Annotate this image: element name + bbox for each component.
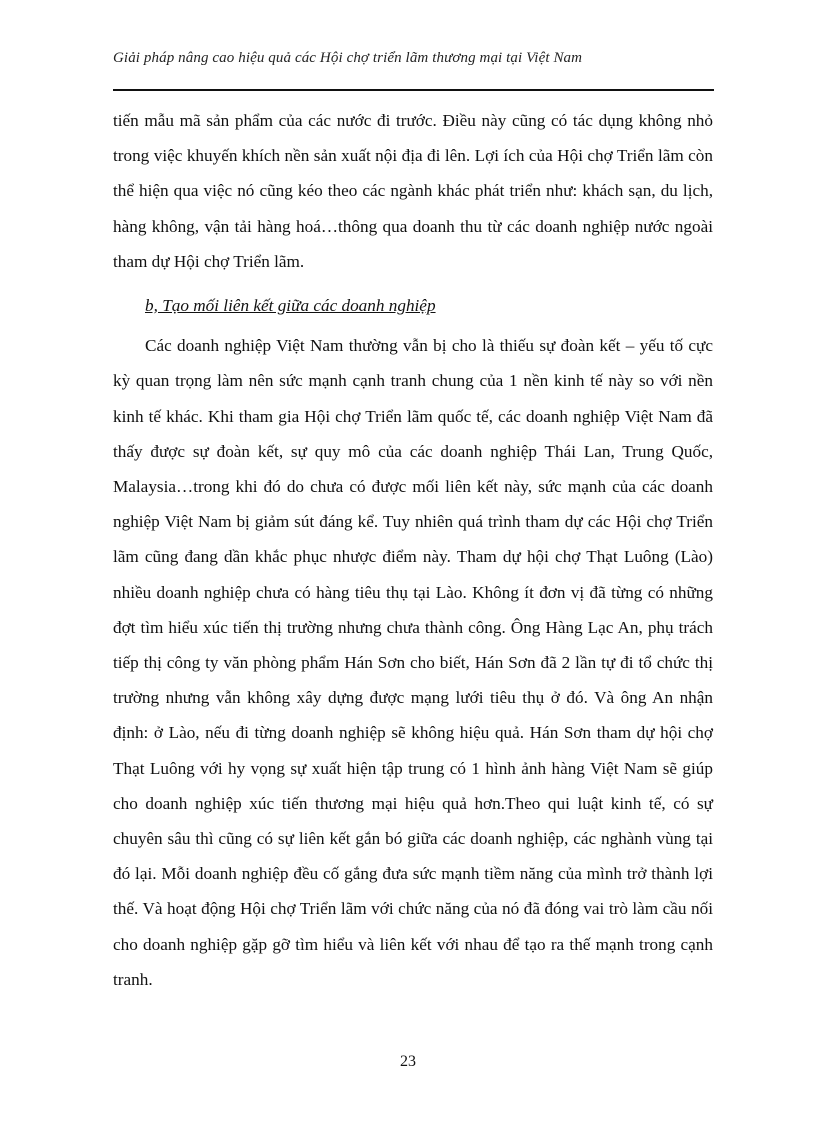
paragraph-continuation: tiến mẫu mã sản phẩm của các nước đi trước. Điều này cũng có tác dụng không nhỏ trong việc khuyến khích nền sản xuất nội địa đi lên. Lợi ích của Hội chợ Triển lãm còn thể hiện qua việc nó cũng kéo theo các ngành khác phát triển như: khách sạn, du lịch, hàng không, vận tải hàng hoá…thông qua doanh thu từ các doanh nghiệp nước ngoài tham dự Hội chợ Triển lãm. — [113, 111, 713, 271]
header-divider — [113, 89, 714, 91]
section-heading: b, Tạo mối liên kết giữa các doanh nghiệp — [145, 296, 436, 316]
paragraph-main: Các doanh nghiệp Việt Nam thường vẫn bị cho là thiếu sự đoàn kết – yếu tố cực kỳ quan trọng làm nên sức mạnh cạnh tranh chung của 1 nền kinh tế này so với nền kinh tế khác. Khi tham gia Hội chợ Triển lãm quốc tế, các doanh nghiệp Việt Nam đã thấy được sự đoàn kết, sự quy mô của các doanh nghiệp Thái Lan, Trung Quốc, Malaysia…trong khi đó do chưa có được mối liên kết này, sức mạnh của các doanh nghiệp Việt Nam bị giảm sút đáng kể. Tuy nhiên quá trình tham dự các Hội chợ Triển lãm cũng đang dần khắc phục nhược điểm này. Tham dự hội chợ Thạt Luông (Lào) nhiều doanh nghiệp chưa có hàng tiêu thụ tại Lào. Không ít đơn vị đã từng có những đợt tìm hiểu xúc tiến thị trường nhưng chưa thành công. Ông Hàng Lạc An, phụ trách tiếp thị công ty văn phòng phẩm Hán Sơn cho biết, Hán Sơn đã 2 lần tự đi tổ chức thị trường nhưng vẫn không xây dựng được mạng lưới tiêu thụ ở đó. Và ông An nhận định: ở Lào, nếu đi từng doanh nghiệp sẽ không hiệu quả. Hán Sơn tham dự hội chợ Thạt Luông với hy vọng sự xuất hiện tập trung có 1 hình ảnh hàng Việt Nam sẽ giúp cho doanh nghiệp xúc tiến thương mại hiệu quả hơn.Theo qui luật kinh tế, có sự chuyên sâu thì cũng có sự liên kết gắn bó giữa các doanh nghiệp, các nghành vùng tại đó lại. Mỗi doanh nghiệp đều cố gắng đưa sức mạnh tiềm năng của mình trở thành lợi thế. Và hoạt động Hội chợ Triển lãm với chức năng của nó đã đóng vai trò làm cầu nối cho doanh nghiệp gặp gỡ tìm hiểu và liên kết với nhau để tạo ra thế mạnh trong cạnh tranh. — [113, 336, 713, 989]
running-header: Giải pháp nâng cao hiệu quả các Hội chợ triển lãm thương mại tại Việt Nam — [113, 50, 583, 66]
page-number: 23 — [400, 1053, 416, 1070]
page-body — [113, 103, 713, 997]
